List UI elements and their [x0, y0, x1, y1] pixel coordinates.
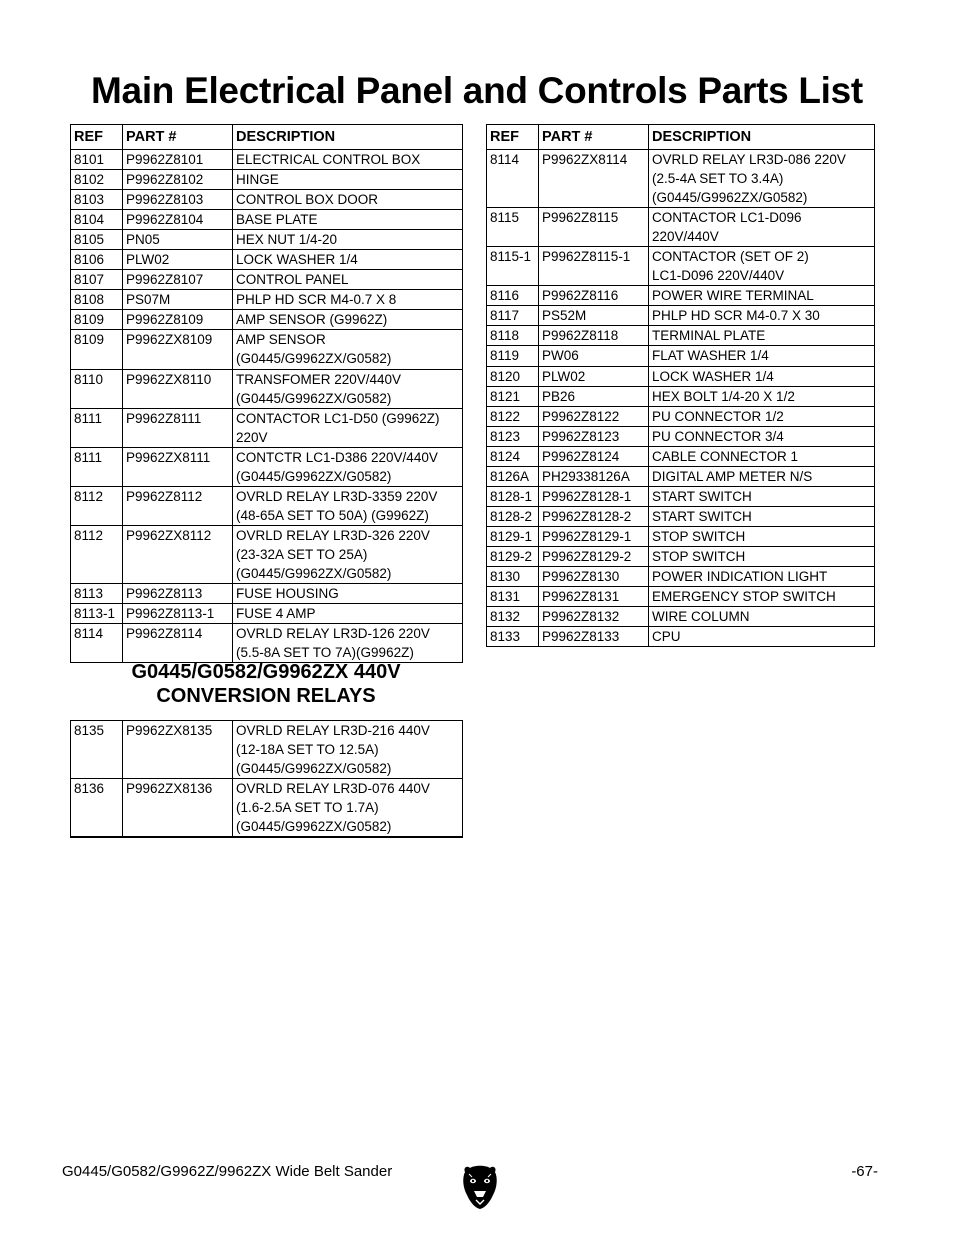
ref-cell: 8126A	[487, 466, 539, 486]
part-number-cell: P9962Z8116	[539, 286, 649, 306]
description-line: (G0445/G9962ZX/G0582)	[236, 468, 392, 484]
description-line: LOCK WASHER 1/4	[652, 368, 774, 384]
description-line: ELECTRICAL CONTROL BOX	[236, 152, 421, 167]
table-row	[71, 525, 463, 583]
table-row	[487, 286, 875, 306]
footer-model-text: G0445/G0582/G9962Z/9962ZX Wide Belt Sander	[62, 1163, 393, 1180]
description-line: (5.5-8A SET TO 7A)(G9962Z)	[236, 645, 414, 661]
description-cell	[233, 310, 463, 330]
description-line: PU CONNECTOR 3/4	[652, 428, 784, 444]
ref-cell: 8113	[71, 584, 123, 604]
description-cell	[649, 486, 875, 506]
description-cell	[649, 346, 875, 366]
parts-table-left	[70, 124, 463, 663]
part-number-cell: P9962Z8112	[123, 486, 233, 525]
column-header-part: PART #	[123, 125, 233, 150]
description-cell	[649, 506, 875, 526]
table-row	[71, 270, 463, 290]
part-number-cell: P9962ZX8135	[123, 721, 233, 779]
part-number-cell: PB26	[539, 386, 649, 406]
description-cell	[649, 627, 875, 647]
description-line: TERMINAL PLATE	[652, 328, 766, 344]
description-line: CONTROL PANEL	[236, 272, 349, 288]
ref-cell: 8129-2	[487, 546, 539, 566]
description-cell	[233, 584, 463, 604]
description-line: FLAT WASHER 1/4	[652, 348, 769, 364]
description-line: CONTACTOR LC1-D096	[652, 210, 802, 226]
ref-cell: 8111	[71, 408, 123, 447]
description-line: CABLE CONNECTOR 1	[652, 448, 799, 464]
part-number-cell: PS07M	[123, 290, 233, 310]
ref-cell: 8121	[487, 386, 539, 406]
description-line: TRANSFOMER 220V/440V	[236, 371, 402, 387]
description-line: HEX NUT 1/4-20	[236, 232, 338, 248]
description-cell	[649, 247, 875, 286]
description-line: (G0445/G9962ZX/G0582)	[236, 819, 392, 835]
description-line: PU CONNECTOR 1/2	[652, 408, 784, 424]
column-header-description: DESCRIPTION	[649, 125, 875, 150]
ref-cell: 8117	[487, 306, 539, 326]
description-cell	[233, 624, 463, 663]
table-row	[487, 426, 875, 446]
description-cell	[649, 208, 875, 247]
conversion-relays-heading	[70, 660, 462, 708]
table-row	[487, 208, 875, 247]
description-line: AMP SENSOR (G9962Z)	[236, 312, 388, 328]
ref-cell: 8112	[71, 525, 123, 583]
table-row	[487, 386, 875, 406]
ref-cell: 8102	[71, 170, 123, 190]
conversion-heading-line1: G0445/G0582/G9962ZX 440V	[131, 661, 401, 683]
part-number-cell: P9962Z8132	[539, 607, 649, 627]
table-row	[487, 566, 875, 586]
table-row	[71, 624, 463, 663]
description-cell	[233, 170, 463, 190]
part-number-cell: P9962Z8101	[123, 150, 233, 170]
part-number-cell: P9962Z8128-1	[539, 486, 649, 506]
description-line: (G0445/G9962ZX/G0582)	[236, 761, 392, 777]
ref-cell: 8136	[71, 779, 123, 838]
table-row	[487, 627, 875, 647]
description-line: START SWITCH	[652, 488, 752, 504]
table-row	[487, 366, 875, 386]
table-row	[487, 346, 875, 366]
description-line: START SWITCH	[652, 508, 752, 524]
description-cell	[233, 447, 463, 486]
table-row	[71, 369, 463, 408]
ref-cell: 8115-1	[487, 247, 539, 286]
table-row	[71, 486, 463, 525]
description-line: OVRLD RELAY LR3D-086 220V	[652, 152, 846, 167]
part-number-cell: P9962Z8113	[123, 584, 233, 604]
description-cell	[233, 721, 463, 779]
ref-cell: 8106	[71, 250, 123, 270]
ref-cell: 8104	[71, 210, 123, 230]
description-cell	[649, 306, 875, 326]
description-line: STOP SWITCH	[652, 528, 746, 544]
description-cell	[233, 486, 463, 525]
bear-head-logo-icon	[461, 1164, 499, 1210]
ref-cell: 8107	[71, 270, 123, 290]
table-row	[71, 330, 463, 369]
description-line: OVRLD RELAY LR3D-326 220V	[236, 527, 430, 543]
table-row	[71, 721, 463, 779]
description-line: (1.6-2.5A SET TO 1.7A)	[236, 800, 379, 816]
description-cell	[649, 286, 875, 306]
conversion-heading-line2: CONVERSION RELAYS	[156, 685, 376, 707]
parts-table-right	[486, 124, 875, 647]
ref-cell: 8130	[487, 566, 539, 586]
part-number-cell: P9962Z8118	[539, 326, 649, 346]
ref-cell: 8132	[487, 607, 539, 627]
description-line: OVRLD RELAY LR3D-3359 220V	[236, 488, 438, 504]
table-row	[487, 466, 875, 486]
description-line: OVRLD RELAY LR3D-076 440V	[236, 781, 430, 797]
description-cell	[233, 210, 463, 230]
table-row	[487, 486, 875, 506]
description-cell	[233, 150, 463, 170]
part-number-cell: P9962Z8129-2	[539, 546, 649, 566]
part-number-cell: P9962Z8115	[539, 208, 649, 247]
description-line: (G0445/G9962ZX/G0582)	[236, 565, 392, 581]
conversion-relays-table	[70, 720, 463, 838]
table-row	[487, 607, 875, 627]
part-number-cell: P9962Z8115-1	[539, 247, 649, 286]
ref-cell: 8120	[487, 366, 539, 386]
description-cell	[649, 150, 875, 208]
ref-cell: 8128-1	[487, 486, 539, 506]
description-line: CONTROL BOX DOOR	[236, 192, 379, 208]
table-row	[71, 408, 463, 447]
part-number-cell: P9962Z8130	[539, 566, 649, 586]
ref-cell: 8109	[71, 310, 123, 330]
ref-cell: 8108	[71, 290, 123, 310]
part-number-cell: P9962Z8124	[539, 446, 649, 466]
description-cell	[649, 326, 875, 346]
ref-cell: 8135	[71, 721, 123, 779]
description-line: (48-65A SET TO 50A) (G9962Z)	[236, 507, 429, 523]
table-row	[487, 150, 875, 208]
description-line: (23-32A SET TO 25A)	[236, 546, 368, 562]
column-header-ref: REF	[487, 125, 539, 150]
description-line: POWER WIRE TERMINAL	[652, 288, 814, 304]
description-cell	[649, 466, 875, 486]
description-line: FUSE HOUSING	[236, 586, 339, 602]
table-row	[487, 446, 875, 466]
column-header-part: PART #	[539, 125, 649, 150]
part-number-cell: P9962Z8102	[123, 170, 233, 190]
description-cell	[233, 779, 463, 838]
description-cell	[233, 330, 463, 369]
part-number-cell: P9962ZX8110	[123, 369, 233, 408]
description-line: AMP SENSOR	[236, 332, 326, 348]
part-number-cell: PLW02	[539, 366, 649, 386]
part-number-cell: P9962Z8107	[123, 270, 233, 290]
table-row	[71, 310, 463, 330]
table-row	[71, 230, 463, 250]
description-line: PHLP HD SCR M4-0.7 X 30	[652, 308, 820, 324]
part-number-cell: P9962Z8128-2	[539, 506, 649, 526]
description-line: LC1-D096 220V/440V	[652, 268, 785, 284]
page-title: Main Electrical Panel and Controls Parts List	[91, 70, 863, 111]
description-line: CONTCTR LC1-D386 220V/440V	[236, 449, 438, 465]
ref-cell: 8124	[487, 446, 539, 466]
description-line: PHLP HD SCR M4-0.7 X 8	[236, 292, 397, 308]
description-cell	[649, 607, 875, 627]
description-line: CONTACTOR LC1-D50 (G9962Z)	[236, 410, 440, 426]
ref-cell: 8122	[487, 406, 539, 426]
page-number: -67-	[851, 1163, 878, 1180]
description-cell	[649, 526, 875, 546]
part-number-cell: P9962Z8122	[539, 406, 649, 426]
description-cell	[233, 408, 463, 447]
ref-cell: 8109	[71, 330, 123, 369]
description-line: FUSE 4 AMP	[236, 606, 316, 622]
ref-cell: 8110	[71, 369, 123, 408]
part-number-cell: P9962ZX8136	[123, 779, 233, 838]
part-number-cell: PH29338126A	[539, 466, 649, 486]
part-number-cell: P9962Z8114	[123, 624, 233, 663]
description-cell	[649, 546, 875, 566]
table-row	[71, 604, 463, 624]
ref-cell: 8105	[71, 230, 123, 250]
table-row	[487, 247, 875, 286]
description-line: OVRLD RELAY LR3D-126 220V	[236, 626, 430, 642]
description-line: 220V	[236, 429, 268, 445]
ref-cell: 8118	[487, 326, 539, 346]
ref-cell: 8128-2	[487, 506, 539, 526]
table-row	[71, 447, 463, 486]
description-line: OVRLD RELAY LR3D-216 440V	[236, 723, 430, 738]
ref-cell: 8114	[71, 624, 123, 663]
part-number-cell: P9962Z8113-1	[123, 604, 233, 624]
ref-cell: 8133	[487, 627, 539, 647]
table-row	[71, 779, 463, 838]
part-number-cell: PW06	[539, 346, 649, 366]
ref-cell: 8129-1	[487, 526, 539, 546]
description-cell	[233, 250, 463, 270]
description-line: 220V/440V	[652, 229, 719, 245]
table-row	[71, 250, 463, 270]
description-cell	[649, 446, 875, 466]
part-number-cell: PS52M	[539, 306, 649, 326]
part-number-cell: P9962Z8131	[539, 587, 649, 607]
ref-cell: 8119	[487, 346, 539, 366]
description-cell	[233, 270, 463, 290]
part-number-cell: P9962ZX8114	[539, 150, 649, 208]
table-row	[487, 526, 875, 546]
description-line: (G0445/G9962ZX/G0582)	[236, 351, 392, 367]
description-line: EMERGENCY STOP SWITCH	[652, 589, 836, 605]
description-line: POWER INDICATION LIGHT	[652, 568, 828, 584]
table-row	[487, 326, 875, 346]
description-line: WIRE COLUMN	[652, 609, 750, 625]
description-line: (G0445/G9962ZX/G0582)	[236, 390, 392, 406]
description-line: DIGITAL AMP METER N/S	[652, 468, 813, 484]
table-row	[487, 506, 875, 526]
description-line: CPU	[652, 629, 681, 645]
part-number-cell: P9962ZX8112	[123, 525, 233, 583]
table-row	[71, 584, 463, 604]
part-number-cell: P9962Z8103	[123, 190, 233, 210]
table-row	[71, 290, 463, 310]
ref-cell: 8123	[487, 426, 539, 446]
part-number-cell: P9962Z8123	[539, 426, 649, 446]
table-row	[487, 406, 875, 426]
part-number-cell: P9962Z8111	[123, 408, 233, 447]
ref-cell: 8114	[487, 150, 539, 208]
table-row	[487, 587, 875, 607]
description-cell	[649, 426, 875, 446]
description-cell	[233, 230, 463, 250]
part-number-cell: P9962Z8109	[123, 310, 233, 330]
description-cell	[649, 366, 875, 386]
description-cell	[649, 587, 875, 607]
part-number-cell: P9962ZX8109	[123, 330, 233, 369]
description-line: HINGE	[236, 172, 279, 188]
ref-cell: 8116	[487, 286, 539, 306]
part-number-cell: PN05	[123, 230, 233, 250]
description-line: (G0445/G9962ZX/G0582)	[652, 190, 808, 206]
table-row	[71, 190, 463, 210]
part-number-cell: P9962ZX8111	[123, 447, 233, 486]
description-line: (2.5-4A SET TO 3.4A)	[652, 171, 784, 187]
ref-cell: 8111	[71, 447, 123, 486]
ref-cell: 8112	[71, 486, 123, 525]
description-cell	[233, 369, 463, 408]
description-line: LOCK WASHER 1/4	[236, 252, 358, 268]
description-line: STOP SWITCH	[652, 548, 746, 564]
description-cell	[233, 525, 463, 583]
description-cell	[233, 190, 463, 210]
description-cell	[649, 386, 875, 406]
table-row	[71, 210, 463, 230]
description-cell	[233, 604, 463, 624]
table-row	[487, 546, 875, 566]
ref-cell: 8113-1	[71, 604, 123, 624]
description-cell	[649, 406, 875, 426]
table-row	[71, 150, 463, 170]
description-cell	[649, 566, 875, 586]
description-line: HEX BOLT 1/4-20 X 1/2	[652, 388, 795, 404]
ref-cell: 8101	[71, 150, 123, 170]
column-header-ref: REF	[71, 125, 123, 150]
ref-cell: 8103	[71, 190, 123, 210]
part-number-cell: PLW02	[123, 250, 233, 270]
description-cell	[233, 290, 463, 310]
part-number-cell: P9962Z8104	[123, 210, 233, 230]
description-line: BASE PLATE	[236, 212, 318, 228]
table-row	[71, 170, 463, 190]
description-line: CONTACTOR (SET OF 2)	[652, 249, 809, 265]
ref-cell: 8115	[487, 208, 539, 247]
column-header-description: DESCRIPTION	[233, 125, 463, 150]
description-line: (12-18A SET TO 12.5A)	[236, 742, 379, 758]
part-number-cell: P9962Z8129-1	[539, 526, 649, 546]
ref-cell: 8131	[487, 587, 539, 607]
part-number-cell: P9962Z8133	[539, 627, 649, 647]
table-row	[487, 306, 875, 326]
